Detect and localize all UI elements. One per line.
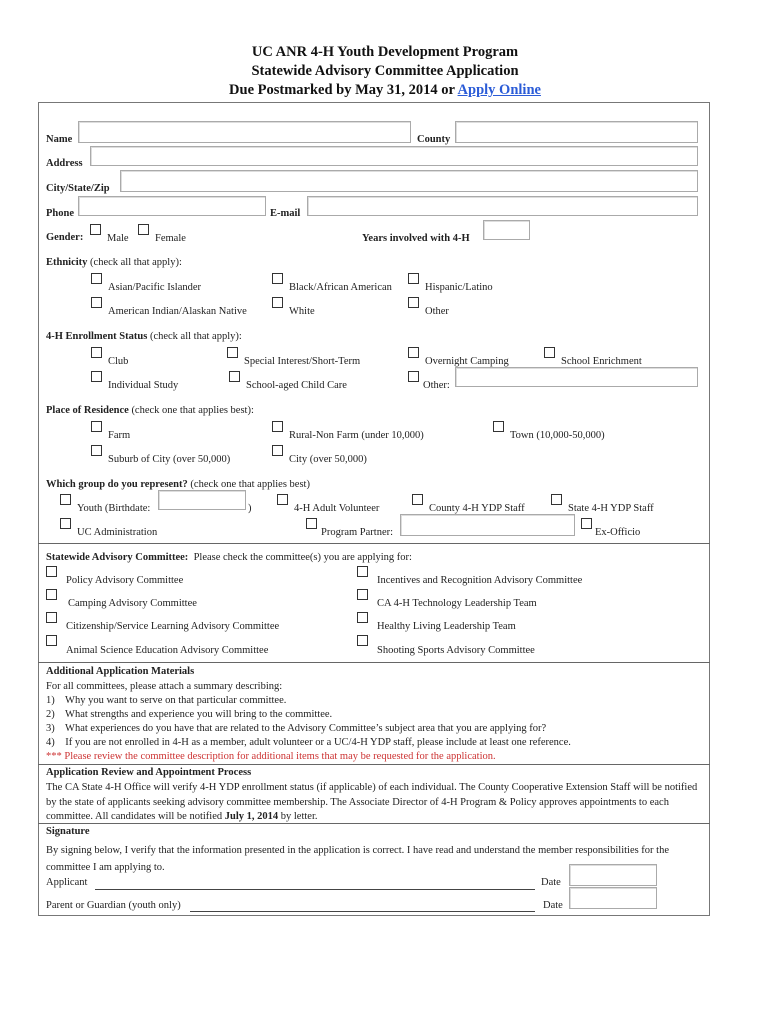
residence-city-label: City (over 50,000) [289, 454, 367, 465]
committee-healthy-checkbox[interactable] [357, 612, 368, 623]
residence-rural-label: Rural-Non Farm (under 10,000) [289, 430, 424, 441]
residence-heading [46, 405, 254, 416]
ethnicity-asian-checkbox[interactable] [91, 273, 102, 284]
group-partner-label: Program Partner: [321, 527, 394, 538]
enrollment-label: 4-H Enrollment Status [46, 331, 148, 342]
enrollment-other-field[interactable] [455, 367, 698, 387]
name-field[interactable] [78, 121, 411, 143]
years-field[interactable] [483, 220, 530, 240]
name-label: Name [46, 134, 73, 145]
materials-item-3: 3) What experiences do you have that are related to the Advisory Committee’s subject area that you are applying for? [46, 723, 547, 734]
committee-healthy-label: Healthy Living Leadership Team [377, 621, 516, 632]
enrollment-club-checkbox[interactable] [91, 347, 102, 358]
committees-hint: Please check the committee(s) you are applying for: [193, 552, 412, 563]
male-checkbox[interactable] [90, 224, 101, 235]
phone-label: Phone [46, 208, 75, 219]
ethnicity-other-label: Other [425, 306, 449, 317]
committee-citizenship-label: Citizenship/Service Learning Advisory Committee [66, 621, 280, 632]
enrollment-school-label: School Enrichment [561, 356, 642, 367]
enrollment-other-checkbox[interactable] [408, 371, 419, 382]
ethnicity-native-label: American Indian/Alaskan Native [108, 306, 247, 317]
group-county-staff-label: County 4-H YDP Staff [429, 503, 525, 514]
committee-incentives-label: Incentives and Recognition Advisory Committee [377, 575, 583, 586]
group-youth-label: Youth (Birthdate: [77, 503, 151, 514]
group-uc-admin-label: UC Administration [77, 527, 158, 538]
ethnicity-native-checkbox[interactable] [91, 297, 102, 308]
apply-online-link[interactable]: Apply Online [457, 82, 541, 98]
review-tail: by letter. [278, 811, 318, 822]
enrollment-special-label: Special Interest/Short-Term [244, 356, 361, 367]
group-uc-admin-checkbox[interactable] [60, 518, 71, 529]
group-volunteer-checkbox[interactable] [277, 494, 288, 505]
male-label: Male [107, 233, 129, 244]
due-date-text: Due Postmarked by May 31, 2014 or [229, 82, 455, 98]
enrollment-heading [46, 331, 242, 342]
residence-town-label: Town (10,000-50,000) [510, 430, 605, 441]
group-county-staff-checkbox[interactable] [412, 494, 423, 505]
materials-note: *** Please review the committee description for additional items that may be requested for the application. [46, 751, 496, 762]
committee-technology-checkbox[interactable] [357, 589, 368, 600]
committee-camping-checkbox[interactable] [46, 589, 57, 600]
ethnicity-black-checkbox[interactable] [272, 273, 283, 284]
enrollment-childcare-label: School-aged Child Care [246, 380, 347, 391]
gender-label: Gender: [46, 232, 84, 243]
enrollment-camping-label: Overnight Camping [425, 356, 509, 367]
separator-signature [38, 823, 710, 824]
enrollment-individual-label: Individual Study [108, 380, 179, 391]
group-state-staff-label: State 4-H YDP Staff [568, 503, 654, 514]
residence-farm-checkbox[interactable] [91, 421, 102, 432]
ethnicity-hint: (check all that apply): [90, 257, 182, 268]
residence-suburb-label: Suburb of City (over 50,000) [108, 454, 231, 465]
review-date: July 1, 2014 [224, 811, 279, 822]
address-field[interactable] [90, 146, 698, 166]
review-title: Application Review and Appointment Process [46, 767, 252, 778]
materials-intro: For all committees, please attach a summary describing: [46, 681, 283, 692]
female-checkbox[interactable] [138, 224, 149, 235]
group-partner-checkbox[interactable] [306, 518, 317, 529]
guardian-label: Parent or Guardian (youth only) [46, 900, 181, 911]
residence-farm-label: Farm [108, 430, 131, 441]
ethnicity-other-checkbox[interactable] [408, 297, 419, 308]
committees-label: Statewide Advisory Committee: [46, 552, 189, 563]
years-label: Years involved with 4-H [362, 233, 470, 244]
enrollment-hint: (check all that apply): [149, 331, 242, 342]
guardian-signature-line[interactable] [190, 911, 535, 912]
program-partner-field[interactable] [400, 514, 575, 536]
address-label: Address [46, 158, 83, 169]
committee-policy-label: Policy Advisory Committee [66, 575, 184, 586]
materials-item-1: 1) Why you want to serve on that particular committee. [46, 695, 287, 706]
group-ex-officio-label: Ex-Officio [595, 527, 641, 538]
separator-committees [38, 543, 710, 544]
enrollment-camping-checkbox[interactable] [408, 347, 419, 358]
committee-animal-label: Animal Science Education Advisory Committee [66, 645, 269, 656]
county-field[interactable] [455, 121, 698, 143]
title-line-1: UC ANR 4-H Youth Development Program [251, 44, 519, 60]
birthdate-close: ) [248, 503, 252, 514]
materials-item-2: 2) What strengths and experience you will bring to the committee. [46, 709, 333, 720]
residence-town-checkbox[interactable] [493, 421, 504, 432]
group-label: Which group do you represent? [46, 479, 188, 490]
signature-text: By signing below, I verify that the information presented in the application is correct. I have read and understand the member responsibilities for the committee I am applying to. [46, 845, 670, 873]
committee-technology-label: CA 4-H Technology Leadership Team [377, 598, 537, 609]
date-label-1: Date [541, 877, 561, 888]
ethnicity-hispanic-label: Hispanic/Latino [425, 282, 493, 293]
committee-citizenship-checkbox[interactable] [46, 612, 57, 623]
enrollment-individual-checkbox[interactable] [91, 371, 102, 382]
ethnicity-hispanic-checkbox[interactable] [408, 273, 419, 284]
group-youth-checkbox[interactable] [60, 494, 71, 505]
email-label: E-mail [270, 208, 301, 219]
group-hint: (check one that applies best) [190, 479, 310, 490]
committee-policy-checkbox[interactable] [46, 566, 57, 577]
applicant-signature-line[interactable] [95, 889, 535, 890]
ethnicity-black-label: Black/African American [289, 282, 392, 293]
date-label-2: Date [543, 900, 563, 911]
enrollment-club-label: Club [108, 356, 129, 367]
committee-shooting-label: Shooting Sports Advisory Committee [377, 645, 535, 656]
committee-shooting-checkbox[interactable] [357, 635, 368, 646]
email-field[interactable] [307, 196, 698, 216]
guardian-date-field[interactable] [569, 887, 657, 909]
residence-hint: (check one that applies best): [131, 405, 254, 416]
enrollment-special-checkbox[interactable] [227, 347, 238, 358]
residence-label: Place of Residence [46, 405, 129, 416]
city-label: City/State/Zip [46, 183, 110, 194]
county-label: County [417, 134, 451, 145]
enrollment-other-label: Other: [423, 380, 450, 391]
group-ex-officio-checkbox[interactable] [581, 518, 592, 529]
residence-city-checkbox[interactable] [272, 445, 283, 456]
committee-camping-label: Camping Advisory Committee [68, 598, 197, 609]
signature-title: Signature [46, 826, 90, 837]
ethnicity-label: Ethnicity [46, 257, 88, 268]
group-heading [46, 479, 310, 490]
ethnicity-asian-label: Asian/Pacific Islander [108, 282, 202, 293]
review-text [46, 781, 706, 825]
birthdate-field[interactable] [158, 490, 246, 510]
enrollment-childcare-checkbox[interactable] [229, 371, 240, 382]
committee-incentives-checkbox[interactable] [357, 566, 368, 577]
female-label: Female [155, 233, 186, 244]
title-line-2: Statewide Advisory Committee Application [251, 63, 519, 79]
materials-item-4: 4) If you are not enrolled in 4-H as a member, adult volunteer or a UC/4-H YDP staff, please include at least one reference. [46, 737, 571, 748]
materials-title: Additional Application Materials [46, 666, 195, 677]
ethnicity-white-checkbox[interactable] [272, 297, 283, 308]
separator-review [38, 764, 710, 765]
phone-field[interactable] [78, 196, 266, 216]
committees-heading [46, 552, 412, 563]
ethnicity-white-label: White [289, 306, 315, 317]
ethnicity-heading [46, 257, 182, 268]
committee-animal-checkbox[interactable] [46, 635, 57, 646]
review-body: The CA State 4-H Office will verify 4-H YDP enrollment status (if applicable) of each individual. The County Cooperative Extension Staff will be notified by the state of applicants seeking advisory committee membership. The Associate Director of 4-H Program & Policy approves appointments to each committee. All candidates will be notified [46, 782, 698, 822]
title-line-3 [0, 82, 770, 99]
residence-suburb-checkbox[interactable] [91, 445, 102, 456]
applicant-label: Applicant [46, 877, 88, 888]
separator-materials [38, 662, 710, 663]
residence-rural-checkbox[interactable] [272, 421, 283, 432]
group-state-staff-checkbox[interactable] [551, 494, 562, 505]
enrollment-school-checkbox[interactable] [544, 347, 555, 358]
city-field[interactable] [120, 170, 698, 192]
group-volunteer-label: 4-H Adult Volunteer [294, 503, 380, 514]
applicant-date-field[interactable] [569, 864, 657, 886]
